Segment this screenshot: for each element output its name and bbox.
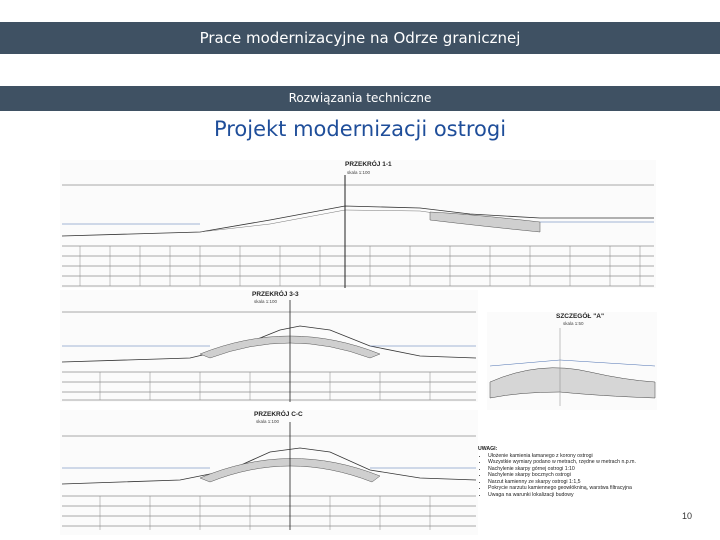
header-title: Prace modernizacyjne na Odrze granicznej <box>199 29 521 47</box>
slide-title: Projekt modernizacji ostrogi <box>213 117 507 141</box>
drawing-notes <box>478 446 668 498</box>
note-item: • Ułożenie kamienia łamanego z korony ostrogi <box>488 453 668 460</box>
section-1-scale: skala 1:100 <box>347 170 371 175</box>
header-subtitle: Rozwiązania techniczne <box>288 91 432 105</box>
note-item: • Uwaga na warunki lokalizacji budowy <box>488 492 668 499</box>
section-3-scale: skala 1:100 <box>256 419 280 424</box>
note-item: • Nachylenie skarpy górnej ostrogi 1:10 <box>488 466 668 473</box>
section-2-scale: skala 1:100 <box>254 299 278 304</box>
section-3-title: PRZEKRÓJ C-C <box>254 411 303 418</box>
section-2-title: PRZEKRÓJ 3-3 <box>252 291 299 298</box>
detail-scale: skala 1:50 <box>563 321 584 326</box>
note-item: • Nachylenie skarpy bocznych ostrogi <box>488 472 668 479</box>
detail-title: SZCZEGÓŁ "A" <box>556 313 605 320</box>
note-item: • Pokrycie narzutu kamiennego geowłókniną, warstwa filtracyjna <box>488 485 668 492</box>
note-item: • Narzut kamienny ze skarpy ostrogi 1:1,5 <box>488 479 668 486</box>
notes-heading: UWAGI: <box>478 446 498 452</box>
note-item: • Wszystkie wymiary podano w metrach, rzędne w metrach n.p.m. <box>488 459 668 466</box>
section-1-title: PRZEKRÓJ 1-1 <box>345 161 392 168</box>
page-number: 10 <box>682 511 693 521</box>
